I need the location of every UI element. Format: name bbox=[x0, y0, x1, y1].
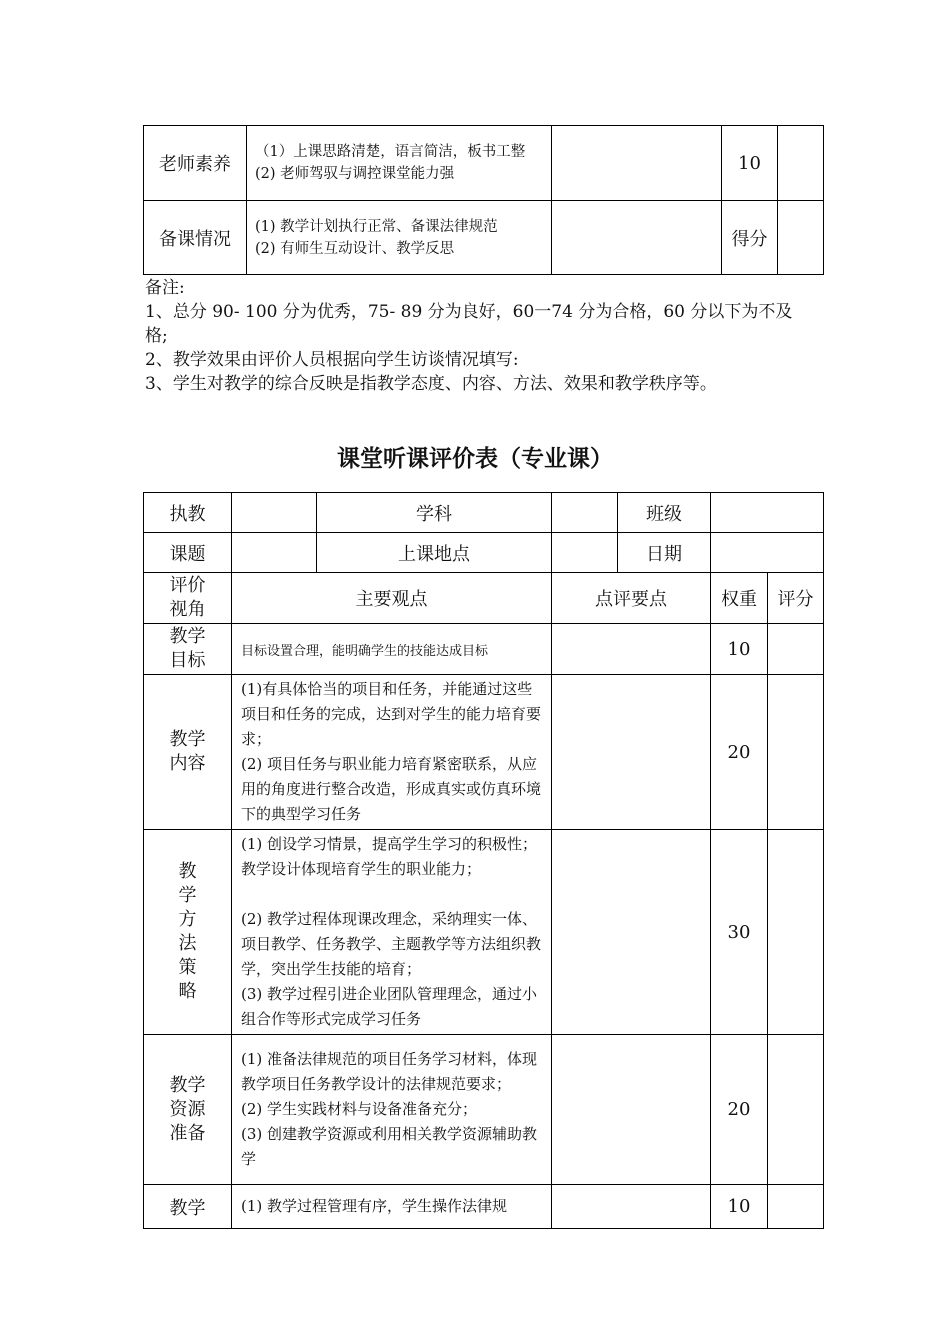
point-line: （1）上课思路清楚，语言简洁，板书工整 bbox=[255, 144, 526, 160]
row-label-teaching-resources: 教学资源准备 bbox=[144, 1035, 232, 1185]
table-row bbox=[144, 624, 824, 675]
class-label: 班级 bbox=[618, 493, 711, 533]
table-row bbox=[144, 830, 824, 1035]
teacher-value[interactable] bbox=[232, 493, 317, 533]
score-cell[interactable] bbox=[768, 675, 824, 830]
main-points-cell: 目标设置合理，能明确学生的技能达成目标 bbox=[232, 624, 552, 675]
class-value[interactable] bbox=[711, 493, 824, 533]
score-cell[interactable] bbox=[768, 624, 824, 675]
location-label: 上课地点 bbox=[317, 533, 552, 573]
form-title: 课堂听课评价表（专业课） bbox=[337, 446, 613, 472]
column-header-row bbox=[144, 573, 824, 624]
date-label: 日期 bbox=[618, 533, 711, 573]
evaluation-table-continued bbox=[143, 125, 824, 275]
row-label-lesson-prep: 备课情况 bbox=[144, 201, 247, 275]
weight-cell: 20 bbox=[711, 1035, 768, 1185]
subject-label: 学科 bbox=[317, 493, 552, 533]
comment-cell[interactable] bbox=[552, 1035, 711, 1185]
table-row bbox=[144, 201, 824, 275]
main-points-cell bbox=[247, 201, 552, 275]
location-value[interactable] bbox=[552, 533, 618, 573]
table-row bbox=[144, 1035, 824, 1185]
main-points-cell: (1) 创设学习情景，提高学生学习的积极性；教学设计体现培育学生的职业能力； (2) 教学过程体现课改理念，采纳理实一体、项目教学、任务教学、主题教学等方法组织教学，突出学生技能的培育； (3) 教学过程引进企业团队管理理念，通过小组合作等形式完成学习任务 bbox=[232, 830, 552, 1035]
weight-cell: 得分 bbox=[722, 201, 778, 275]
column-header-weight: 权重 bbox=[711, 573, 768, 624]
point-line: (2) 老师驾驭与调控课堂能力强 bbox=[255, 166, 455, 182]
main-points-cell: (1) 教学过程管理有序，学生操作法律规 bbox=[232, 1185, 552, 1229]
comment-cell[interactable] bbox=[552, 624, 711, 675]
row-label-teaching-goal: 教学目标 bbox=[144, 624, 232, 675]
comment-cell[interactable] bbox=[552, 126, 722, 201]
column-header-score: 评分 bbox=[768, 573, 824, 624]
header-row bbox=[144, 493, 824, 533]
row-label-teacher-quality: 老师素养 bbox=[144, 126, 247, 201]
score-cell[interactable] bbox=[778, 126, 824, 201]
row-label-teaching-method: 教学方法策略 bbox=[144, 830, 232, 1035]
notes-heading: 备注: bbox=[145, 278, 185, 298]
topic-label: 课题 bbox=[144, 533, 232, 573]
table-row bbox=[144, 1185, 824, 1229]
table-row bbox=[144, 126, 824, 201]
comment-cell[interactable] bbox=[552, 201, 722, 275]
comment-cell[interactable] bbox=[552, 1185, 711, 1229]
weight-cell: 20 bbox=[711, 675, 768, 830]
note-line: 1、总分 90- 100 分为优秀，75- 89 分为良好，60一74 分为合格，60 分以下为不及格; bbox=[145, 302, 793, 346]
date-value[interactable] bbox=[711, 533, 824, 573]
weight-cell: 10 bbox=[711, 624, 768, 675]
weight-cell: 30 bbox=[711, 830, 768, 1035]
evaluation-form-table bbox=[143, 492, 824, 1229]
teacher-label: 执教 bbox=[144, 493, 232, 533]
note-line: 2、教学效果由评价人员根据向学生访谈情况填写: bbox=[145, 350, 519, 370]
score-cell[interactable] bbox=[768, 1035, 824, 1185]
column-header-perspective: 评价视角 bbox=[144, 573, 232, 624]
topic-value[interactable] bbox=[232, 533, 317, 573]
main-points-cell: (1) 准备法律规范的项目任务学习材料，体现教学项目任务教学设计的法律规范要求； (2) 学生实践材料与设备准备充分； (3) 创建教学资源或利用相关教学资源辅助教学 bbox=[232, 1035, 552, 1185]
score-cell[interactable] bbox=[778, 201, 824, 275]
comment-cell[interactable] bbox=[552, 675, 711, 830]
table-row bbox=[144, 675, 824, 830]
weight-cell: 10 bbox=[711, 1185, 768, 1229]
comment-cell[interactable] bbox=[552, 830, 711, 1035]
point-line: (1) 教学计划执行正常、备课法律规范 bbox=[255, 218, 498, 235]
row-label-teaching-content: 教学内容 bbox=[144, 675, 232, 830]
row-label-teaching: 教学 bbox=[144, 1185, 232, 1229]
note-line: 3、学生对教学的综合反映是指教学态度、内容、方法、效果和教学秩序等。 bbox=[145, 374, 717, 394]
notes-section bbox=[145, 276, 815, 396]
weight-cell: 10 bbox=[722, 126, 778, 201]
main-points-cell: (1)有具体恰当的项目和任务，并能通过这些项目和任务的完成，达到对学生的能力培育要求； (2) 项目任务与职业能力培育紧密联系，从应用的角度进行整合改造，形成真实或仿真环境下的典型学习任务 bbox=[232, 675, 552, 830]
header-row bbox=[144, 533, 824, 573]
point-line: (2) 有师生互动设计、教学反思 bbox=[255, 240, 455, 257]
score-cell[interactable] bbox=[768, 1185, 824, 1229]
score-cell[interactable] bbox=[768, 830, 824, 1035]
subject-value[interactable] bbox=[552, 493, 618, 533]
main-points-cell bbox=[247, 126, 552, 201]
column-header-comment-points: 点评要点 bbox=[552, 573, 711, 624]
column-header-main-points: 主要观点 bbox=[232, 573, 552, 624]
